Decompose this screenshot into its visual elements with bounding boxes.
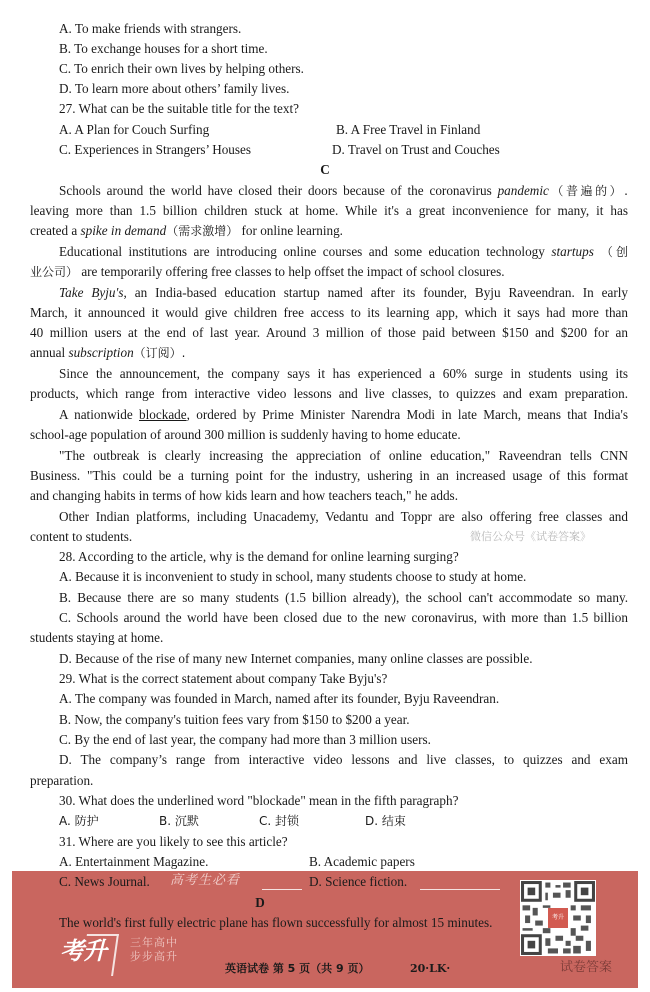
decorative-line [262,889,302,890]
q31-option-a: A. Entertainment Magazine. [59,854,209,869]
text: are temporarily offering free classes to help offset the impact of school closures. [78,264,505,279]
passage-c-p2-line2 [30,264,505,280]
q31-question: 31. Where are you likely to see this article? [59,834,288,849]
q27-option-a: A. A Plan for Couch Surfing [59,122,210,137]
passage-c-p4-line1: Since the announcement, the company says it has experienced a 60% surge in students using its [59,366,628,381]
q28-option-b: B. Because there are so many students (1.5 billion already), the school can't accommodate so many. [59,590,628,605]
slogan-line-2: 步步高升 [130,950,178,963]
text: A nationwide [59,407,140,422]
text: for online learning. [238,223,343,238]
q26-option-a: A. To make friends with strangers. [59,21,242,36]
q28-option-d: D. Because of the rise of many new Internet companies, many online classes are possible. [59,651,533,666]
underlined-word-blockade: blockade [139,407,187,422]
text: annual [30,345,69,360]
qr-code[interactable] [520,880,596,956]
q29-option-a: A. The company was founded in March, named after its founder, Byju Raveendran. [59,691,500,706]
passage-c-p4-line2: products, which range from interactive video lessons and live classes, to quizzes and exam preparation. [30,386,628,401]
q29-option-d-line2: preparation. [30,773,94,788]
passage-c-p6-line3: and changing habits in terms of how kids learn and how teachers teach," he adds. [30,488,458,503]
q27-option-b: B. A Free Travel in Finland [336,122,481,137]
q26-option-b: B. To exchange houses for a short time. [59,41,268,56]
q29-option-b: B. Now, the company's tuition fees vary from $150 to $200 a year. [59,712,410,727]
slogan-line-1: 三年高中 [130,936,178,949]
keyword-startups: startups [551,244,594,259]
banner-slogan [130,936,178,964]
keyword-subscription: subscription [68,345,134,360]
text: B. 沉默 [159,814,199,828]
q29-option-d-line1: D. The company’s range from interactive video lessons and live classes, to quizzes and exam [59,752,628,767]
gloss-startups: （创 [593,245,628,259]
q30-question: 30. What does the underlined word "blockade" mean in the fifth paragraph? [59,793,459,808]
q28-option-c-line2: students staying at home. [30,630,164,645]
banner-logo: 考升 [60,937,106,965]
text: , ordered by Prime Minister Narendra Modi in late March, means that India's [186,407,628,422]
q28-option-a: A. Because it is inconvenient to study in school, many students choose to study at home. [59,569,527,584]
banner-slogan-top: 高考生必看 [170,873,241,888]
text: C. 封锁 [259,814,300,828]
footer-watermark-text: 试卷答案 [560,960,613,975]
passage-c-p5-line1 [59,407,628,423]
passage-c-heading: C [320,162,330,177]
passage-c-p7-line1: Other Indian platforms, including Unacademy, Vedantu and Toppr are also offering free classes and [59,509,628,524]
passage-c-p2-line1 [59,244,628,260]
passage-c-p6-line2: Business. "This could be a turning point for the industry, ushering in an increased usage of this format [30,468,628,483]
page-footer-right: 20·LK· [410,962,451,975]
q30-option-d [365,813,406,829]
text: A. 防护 [59,814,99,828]
q30-option-c [259,813,299,829]
q27-option-d: D. Travel on Trust and Couches [332,142,500,157]
q28-question: 28. According to the article, why is the demand for online learning surging? [59,549,459,564]
q31-option-b: B. Academic papers [309,854,415,869]
passage-c-p3-line3: 40 million users at the end of last year. Around 3 million of those paid between $150 and $200 for an [30,325,628,340]
text: created a [30,223,81,238]
gloss-startups-cont: 业公司） [30,265,79,279]
q26-option-d: D. To learn more about others’ family lives. [59,81,290,96]
passage-c-p3-line2: March, it announced it would give children free access to its learning app, which it says had more than [30,305,628,320]
passage-c-p6-line1: "The outbreak is clearly increasing the appreciation of online education," Raveendran tells CNN [59,448,628,463]
decorative-line [420,889,500,890]
text: , an India-based education startup named after its founder, Byju Raveendran. In early [123,285,628,300]
q29-question: 29. What is the correct statement about company Take Byju's? [59,671,388,686]
q28-option-c-line1: C. Schools around the world have been closed due to the new coronavirus, with more than 1.5 billion [59,610,628,625]
watermark: 微信公众号《试卷答案》 [470,530,591,543]
keyword-take-byjus: Take Byju's [59,285,124,300]
text: Schools around the world have closed their doors because of the coronavirus [59,183,498,198]
passage-c-p3-line4 [30,345,186,361]
page-footer-left: 英语试卷 第 5 页（共 9 页） [225,962,370,975]
q29-option-c: C. By the end of last year, the company had more than 3 million users. [59,732,431,747]
passage-c-p1-line3 [30,223,343,239]
text: Educational institutions are introducing online courses and some education technology [59,244,552,259]
passage-c-p5-line2: school-age population of around 300 million is suddenly having to home educate. [30,427,461,442]
passage-d-heading: D [255,895,265,910]
q31-option-d: D. Science fiction. [309,874,408,889]
passage-d-p1: The world's first fully electric plane has flown successfully for almost 15 minutes. [59,915,493,930]
keyword-spike-in-demand: spike in demand [80,223,167,238]
passage-c-p1-line1 [59,183,628,199]
passage-c-p3-line1 [59,285,628,301]
q30-option-a [59,813,99,829]
gloss-subscription: （订阅）. [133,346,186,360]
passage-c-p7-line2: content to students. [30,529,133,544]
q30-option-b [159,813,199,829]
gloss-pandemic: （普遍的）. [548,184,628,198]
q31-option-c: C. News Journal. [59,874,150,889]
text: D. 结束 [365,814,406,828]
q26-option-c: C. To enrich their own lives by helping others. [59,61,304,76]
passage-c-p1-line2: leaving more than 1.5 billion children stuck at home. While it's a great inconvenience for many, it has [30,203,628,218]
q27-option-c: C. Experiences in Strangers’ Houses [59,142,252,157]
q27-question: 27. What can be the suitable title for the text? [59,101,299,116]
gloss-spike: （需求激增） [166,224,239,238]
qr-center-logo: 考升 [548,908,568,928]
keyword-pandemic: pandemic [497,183,549,198]
